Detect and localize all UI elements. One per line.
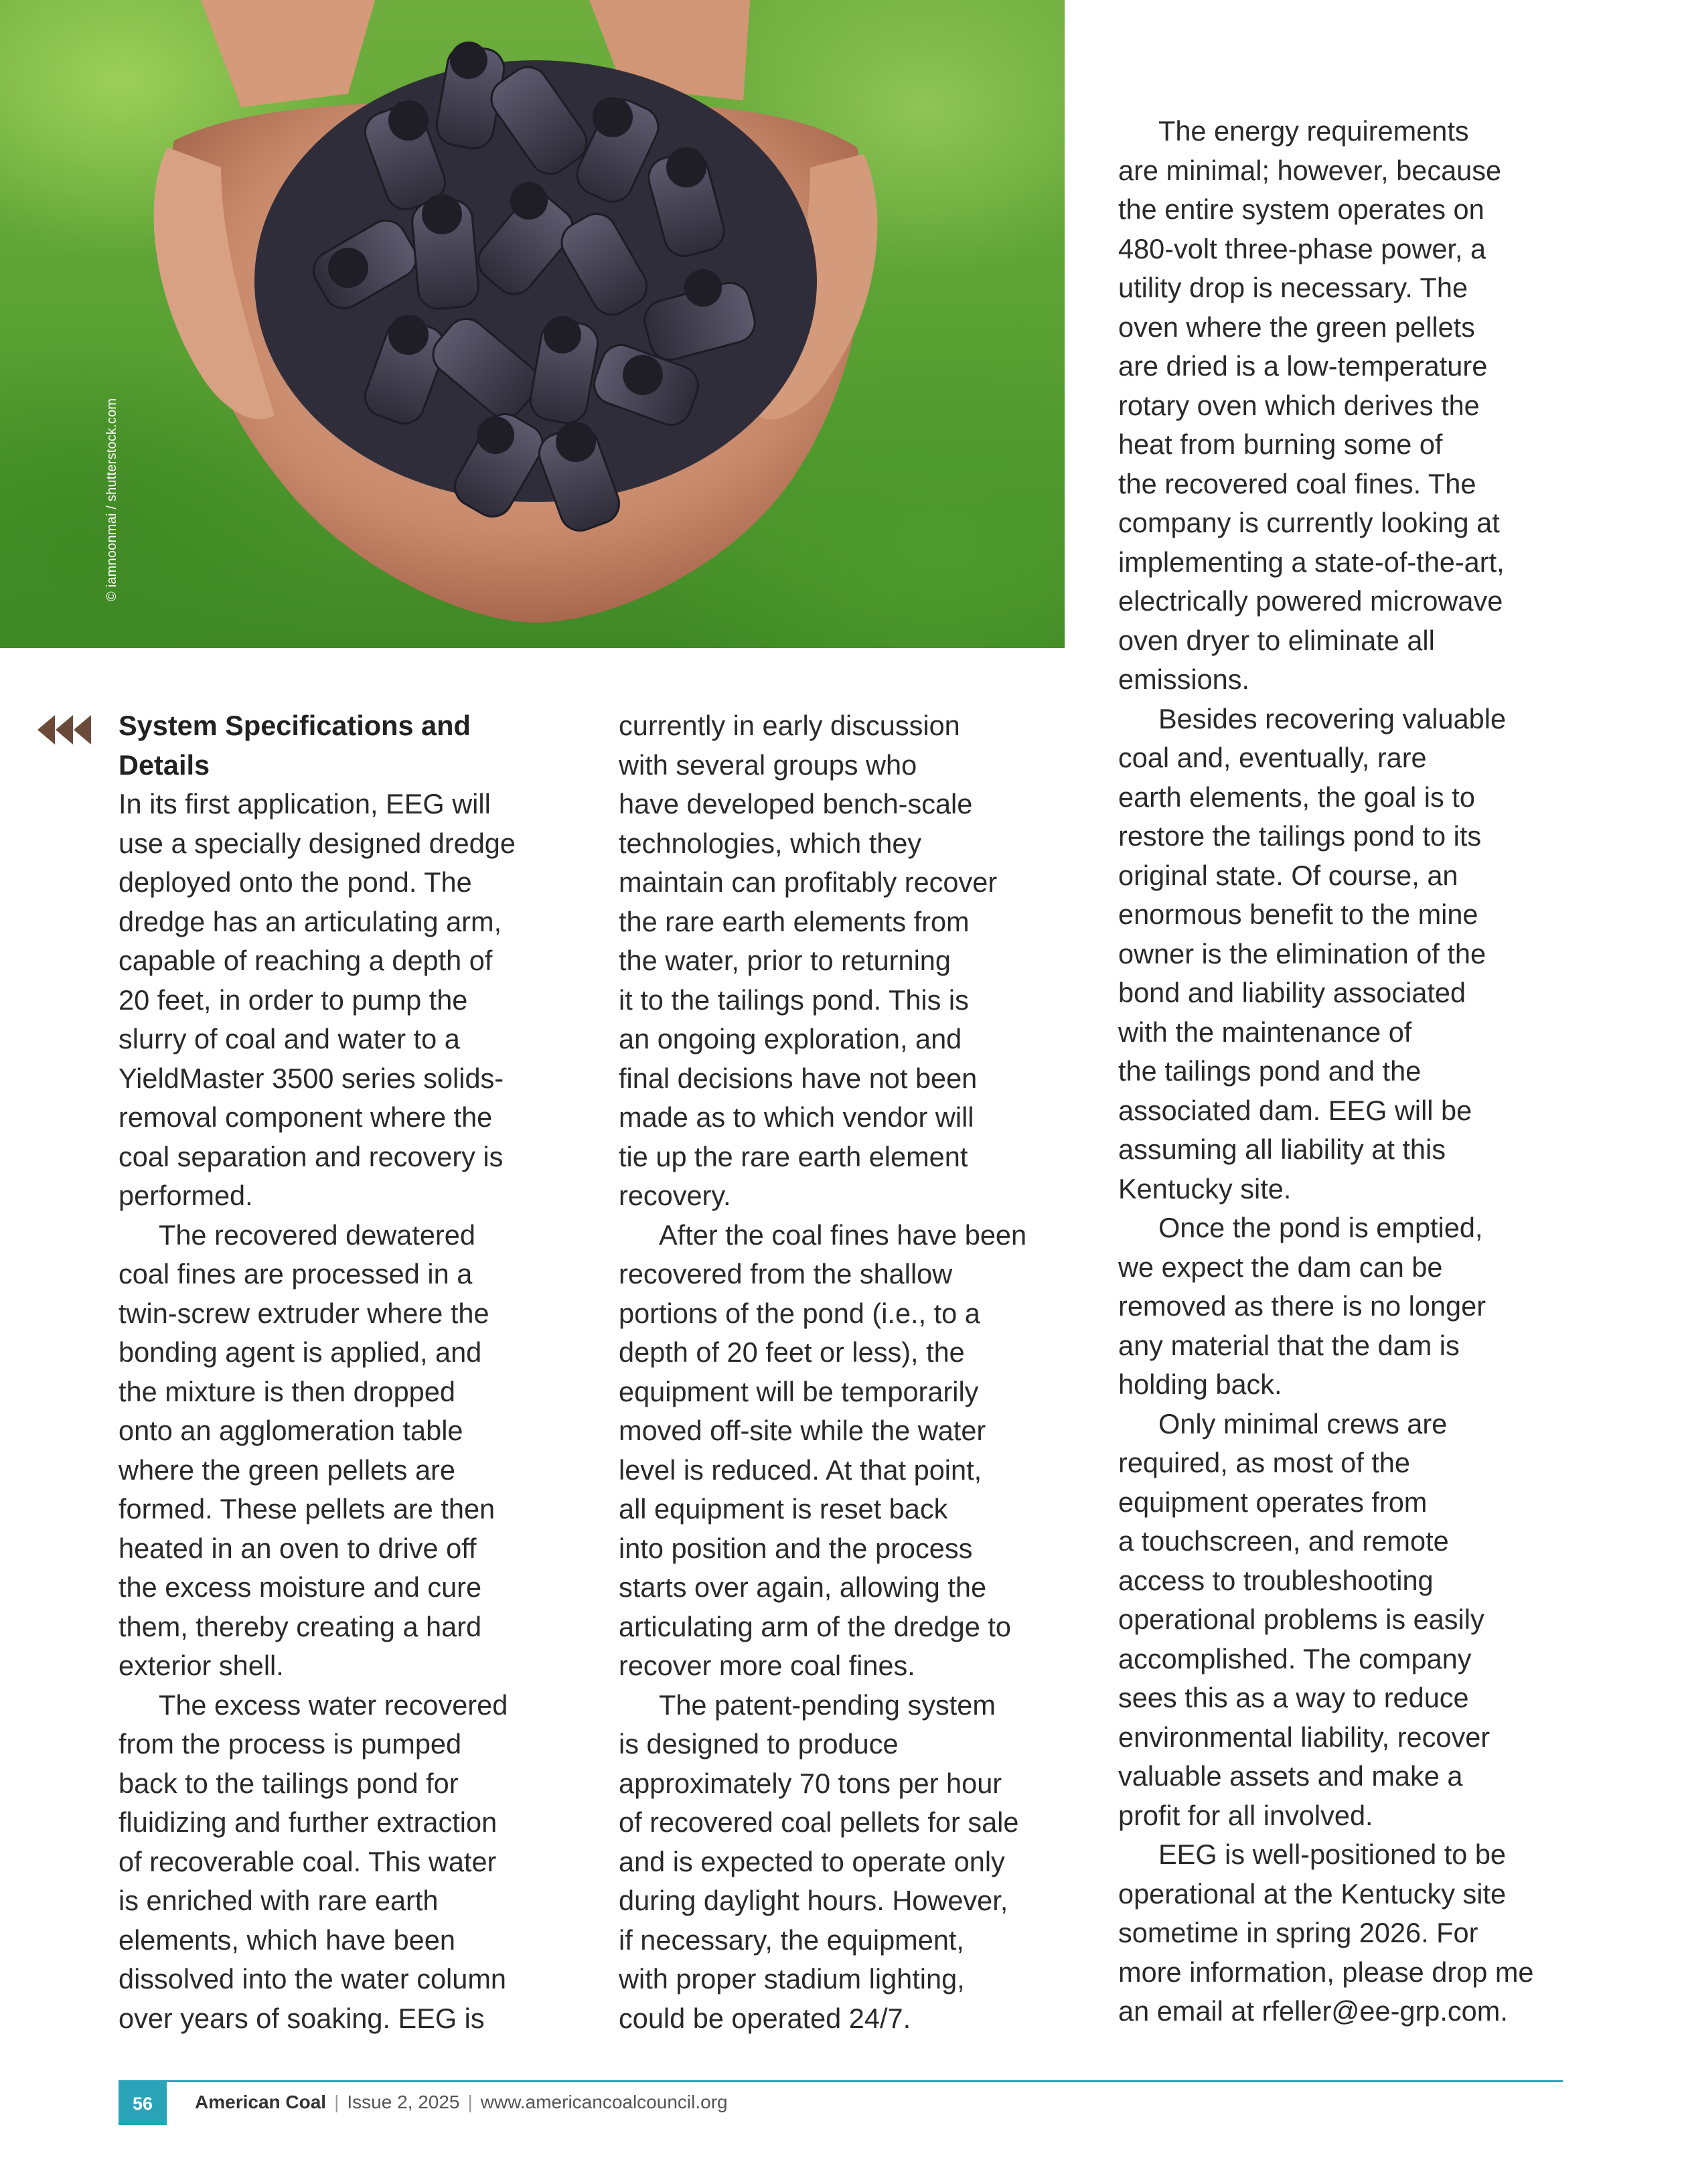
text-line: access to troubleshooting (1118, 1564, 1434, 1596)
text-line: oven where the green pellets (1118, 311, 1475, 343)
text-line: restore the tailings pond to its (1118, 820, 1482, 852)
text-line: is designed to produce (619, 1728, 899, 1760)
magazine-title: American Coal (195, 2092, 327, 2112)
text-line: In its first application, EEG will (119, 788, 491, 820)
text-line: approximately 70 tons per hour (619, 1767, 1002, 1799)
photo-credit: © iamnoonmai / shutterstock.com (104, 398, 119, 601)
text-line: earth elements, the goal is to (1118, 781, 1475, 813)
text-line: required, as most of the (1118, 1447, 1410, 1478)
text-line: operational problems is easily (1118, 1604, 1484, 1635)
text-line: recover more coal fines. (619, 1650, 915, 1681)
text-line: of recovered coal pellets for sale (619, 1806, 1019, 1838)
text-line: portions of the pond (i.e., to a (619, 1297, 980, 1329)
footer-separator: | (467, 2092, 473, 2112)
website-link[interactable]: www.americancoalcouncil.org (480, 2092, 728, 2112)
text-line: and is expected to operate only (619, 1845, 1005, 1877)
text-line: with proper stadium lighting, (619, 1963, 965, 1995)
text-line: currently in early discussion (619, 710, 960, 741)
text-line: is enriched with rare earth (119, 1885, 439, 1916)
text-line: recovered from the shallow (619, 1258, 953, 1290)
text-line: operational at the Kentucky site (1118, 1877, 1507, 1909)
text-line: removed as there is no longer (1118, 1290, 1486, 1322)
text-line: the entire system operates on (1118, 193, 1484, 225)
text-line: oven dryer to eliminate all (1118, 624, 1435, 656)
text-line: formed. These pellets are then (119, 1493, 495, 1525)
text-line: sees this as a way to reduce (1118, 1682, 1469, 1713)
text-line: with several groups who (619, 749, 917, 781)
text-line: The patent-pending system (659, 1689, 996, 1721)
text-line: from the process is pumped (119, 1728, 462, 1760)
text-line: the recovered coal fines. The (1118, 467, 1476, 499)
page-number: 56 (119, 2082, 167, 2125)
text-line: the mixture is then dropped (119, 1375, 455, 1407)
text-line: enormous benefit to the mine (1118, 899, 1478, 930)
text-line: recovery. (619, 1180, 731, 1211)
text-line: sometime in spring 2026. For (1118, 1917, 1478, 1948)
text-line: The energy requirements (1158, 115, 1469, 147)
text-line: moved off-site while the water (619, 1415, 986, 1446)
text-line: use a specially designed dredge (119, 827, 516, 859)
text-line: EEG is well-positioned to be (1158, 1839, 1507, 1870)
text-line: valuable assets and make a (1118, 1760, 1463, 1792)
text-line: the tailings pond and the (1118, 1055, 1422, 1087)
text-line: dredge has an articulating arm, (119, 905, 502, 937)
text-line: of recoverable coal. This water (119, 1845, 497, 1877)
article-column-2 (619, 706, 1074, 2038)
text-line: 20 feet, in order to pump the (119, 984, 468, 1016)
text-line: coal fines are processed in a (119, 1258, 473, 1290)
text-line: if necessary, the equipment, (619, 1924, 964, 1956)
article-column-3 (1118, 112, 1587, 2031)
text-line: the water, prior to returning (619, 945, 951, 976)
text-line: back to the tailings pond for (119, 1767, 459, 1799)
text-line: the excess moisture and cure (119, 1571, 482, 1603)
text-line: elements, which have been (119, 1924, 455, 1956)
section-heading: System Specifications and (119, 710, 471, 741)
text-line: more information, please drop me (1118, 1956, 1534, 1988)
text-line: After the coal fines have been (659, 1219, 1027, 1251)
text-line: during daylight hours. However, (619, 1885, 1008, 1916)
text-line: accomplished. The company (1118, 1642, 1472, 1674)
text-line: slurry of coal and water to a (119, 1023, 460, 1055)
text-line: profit for all involved. (1118, 1799, 1373, 1831)
text-line: have developed bench-scale (619, 788, 973, 820)
text-line: associated dam. EEG will be (1118, 1094, 1472, 1126)
text-line: we expect the dam can be (1118, 1251, 1443, 1283)
text-line: removal component where the (119, 1101, 493, 1133)
text-line: could be operated 24/7. (619, 2002, 911, 2034)
text-line: company is currently looking at (1118, 507, 1500, 538)
text-line: twin-screw extruder where the (119, 1297, 489, 1329)
text-line: made as to which vendor will (619, 1101, 974, 1133)
text-line: where the green pellets are (119, 1454, 455, 1486)
text-line: holding back. (1118, 1369, 1282, 1400)
text-line: are minimal; however, because (1118, 154, 1502, 186)
text-line: assuming all liability at this (1118, 1134, 1446, 1165)
coal-pellets-photo (0, 0, 1065, 648)
text-line: performed. (119, 1180, 253, 1211)
text-line: a touchscreen, and remote (1118, 1525, 1449, 1557)
text-line: emissions. (1118, 664, 1250, 695)
footer-rule (119, 2080, 1563, 2082)
text-line: exterior shell. (119, 1650, 284, 1681)
text-line: coal and, eventually, rare (1118, 742, 1427, 773)
text-line: utility drop is necessary. The (1118, 272, 1468, 303)
text-line: dissolved into the water column (119, 1963, 506, 1995)
text-line: coal separation and recovery is (119, 1140, 504, 1172)
text-line: are dried is a low-temperature (1118, 350, 1488, 382)
text-line: into position and the process (619, 1532, 973, 1564)
text-line: rotary oven which derives the (1118, 389, 1480, 421)
text-line: bond and liability associated (1118, 977, 1466, 1008)
text-line: equipment operates from (1118, 1486, 1428, 1518)
text-line: heat from burning some of (1118, 428, 1443, 460)
text-line: Once the pond is emptied, (1158, 1212, 1483, 1243)
text-line: original state. Of course, an (1118, 859, 1458, 891)
text-line: all equipment is reset back (619, 1493, 948, 1525)
text-line: Besides recovering valuable (1158, 702, 1507, 734)
hands-with-pellets-illustration (0, 0, 1065, 648)
text-line: an email at rfeller@ee-grp.com. (1118, 1995, 1508, 2027)
text-line: YieldMaster 3500 series solids- (119, 1062, 504, 1094)
text-line: with the maintenance of (1118, 1016, 1412, 1048)
text-line: heated in an oven to drive off (119, 1532, 477, 1564)
text-line: any material that the dam is (1118, 1329, 1460, 1361)
text-line: The recovered dewatered (159, 1219, 475, 1251)
text-line: capable of reaching a depth of (119, 945, 493, 976)
section-arrows-icon (37, 715, 92, 745)
section-heading-cont: Details (119, 749, 210, 781)
text-line: it to the tailings pond. This is (619, 984, 969, 1016)
text-line: articulating arm of the dredge to (619, 1610, 1011, 1642)
text-line: level is reduced. At that point, (619, 1454, 982, 1486)
text-line: implementing a state-of-the-art, (1118, 546, 1505, 578)
text-line: bonding agent is applied, and (119, 1336, 482, 1368)
text-line: over years of soaking. EEG is (119, 2002, 485, 2034)
issue-label: Issue 2, 2025 (347, 2092, 460, 2112)
text-line: the rare earth elements from (619, 905, 970, 937)
text-line: starts over again, allowing the (619, 1571, 987, 1603)
text-line: equipment will be temporarily (619, 1375, 979, 1407)
text-line: Only minimal crews are (1158, 1407, 1448, 1439)
footer-info (195, 2092, 728, 2113)
text-line: electrically powered microwave (1118, 585, 1503, 617)
text-line: tie up the rare earth element (619, 1140, 968, 1172)
text-line: 480-volt three-phase power, a (1118, 232, 1486, 264)
text-line: them, thereby creating a hard (119, 1610, 482, 1642)
text-line: Kentucky site. (1118, 1172, 1292, 1204)
footer-separator: | (334, 2092, 339, 2112)
text-line: environmental liability, recover (1118, 1721, 1490, 1753)
article-column-1 (119, 706, 574, 2038)
text-line: owner is the elimination of the (1118, 937, 1486, 969)
text-line: final decisions have not been (619, 1062, 978, 1094)
text-line: onto an agglomeration table (119, 1415, 463, 1446)
text-line: depth of 20 feet or less), the (619, 1336, 965, 1368)
text-line: fluidizing and further extraction (119, 1806, 498, 1838)
text-line: deployed onto the pond. The (119, 866, 472, 898)
text-line: maintain can profitably recover (619, 866, 998, 898)
text-line: The excess water recovered (159, 1689, 508, 1721)
text-line: an ongoing exploration, and (619, 1023, 962, 1055)
text-line: technologies, which they (619, 827, 922, 859)
